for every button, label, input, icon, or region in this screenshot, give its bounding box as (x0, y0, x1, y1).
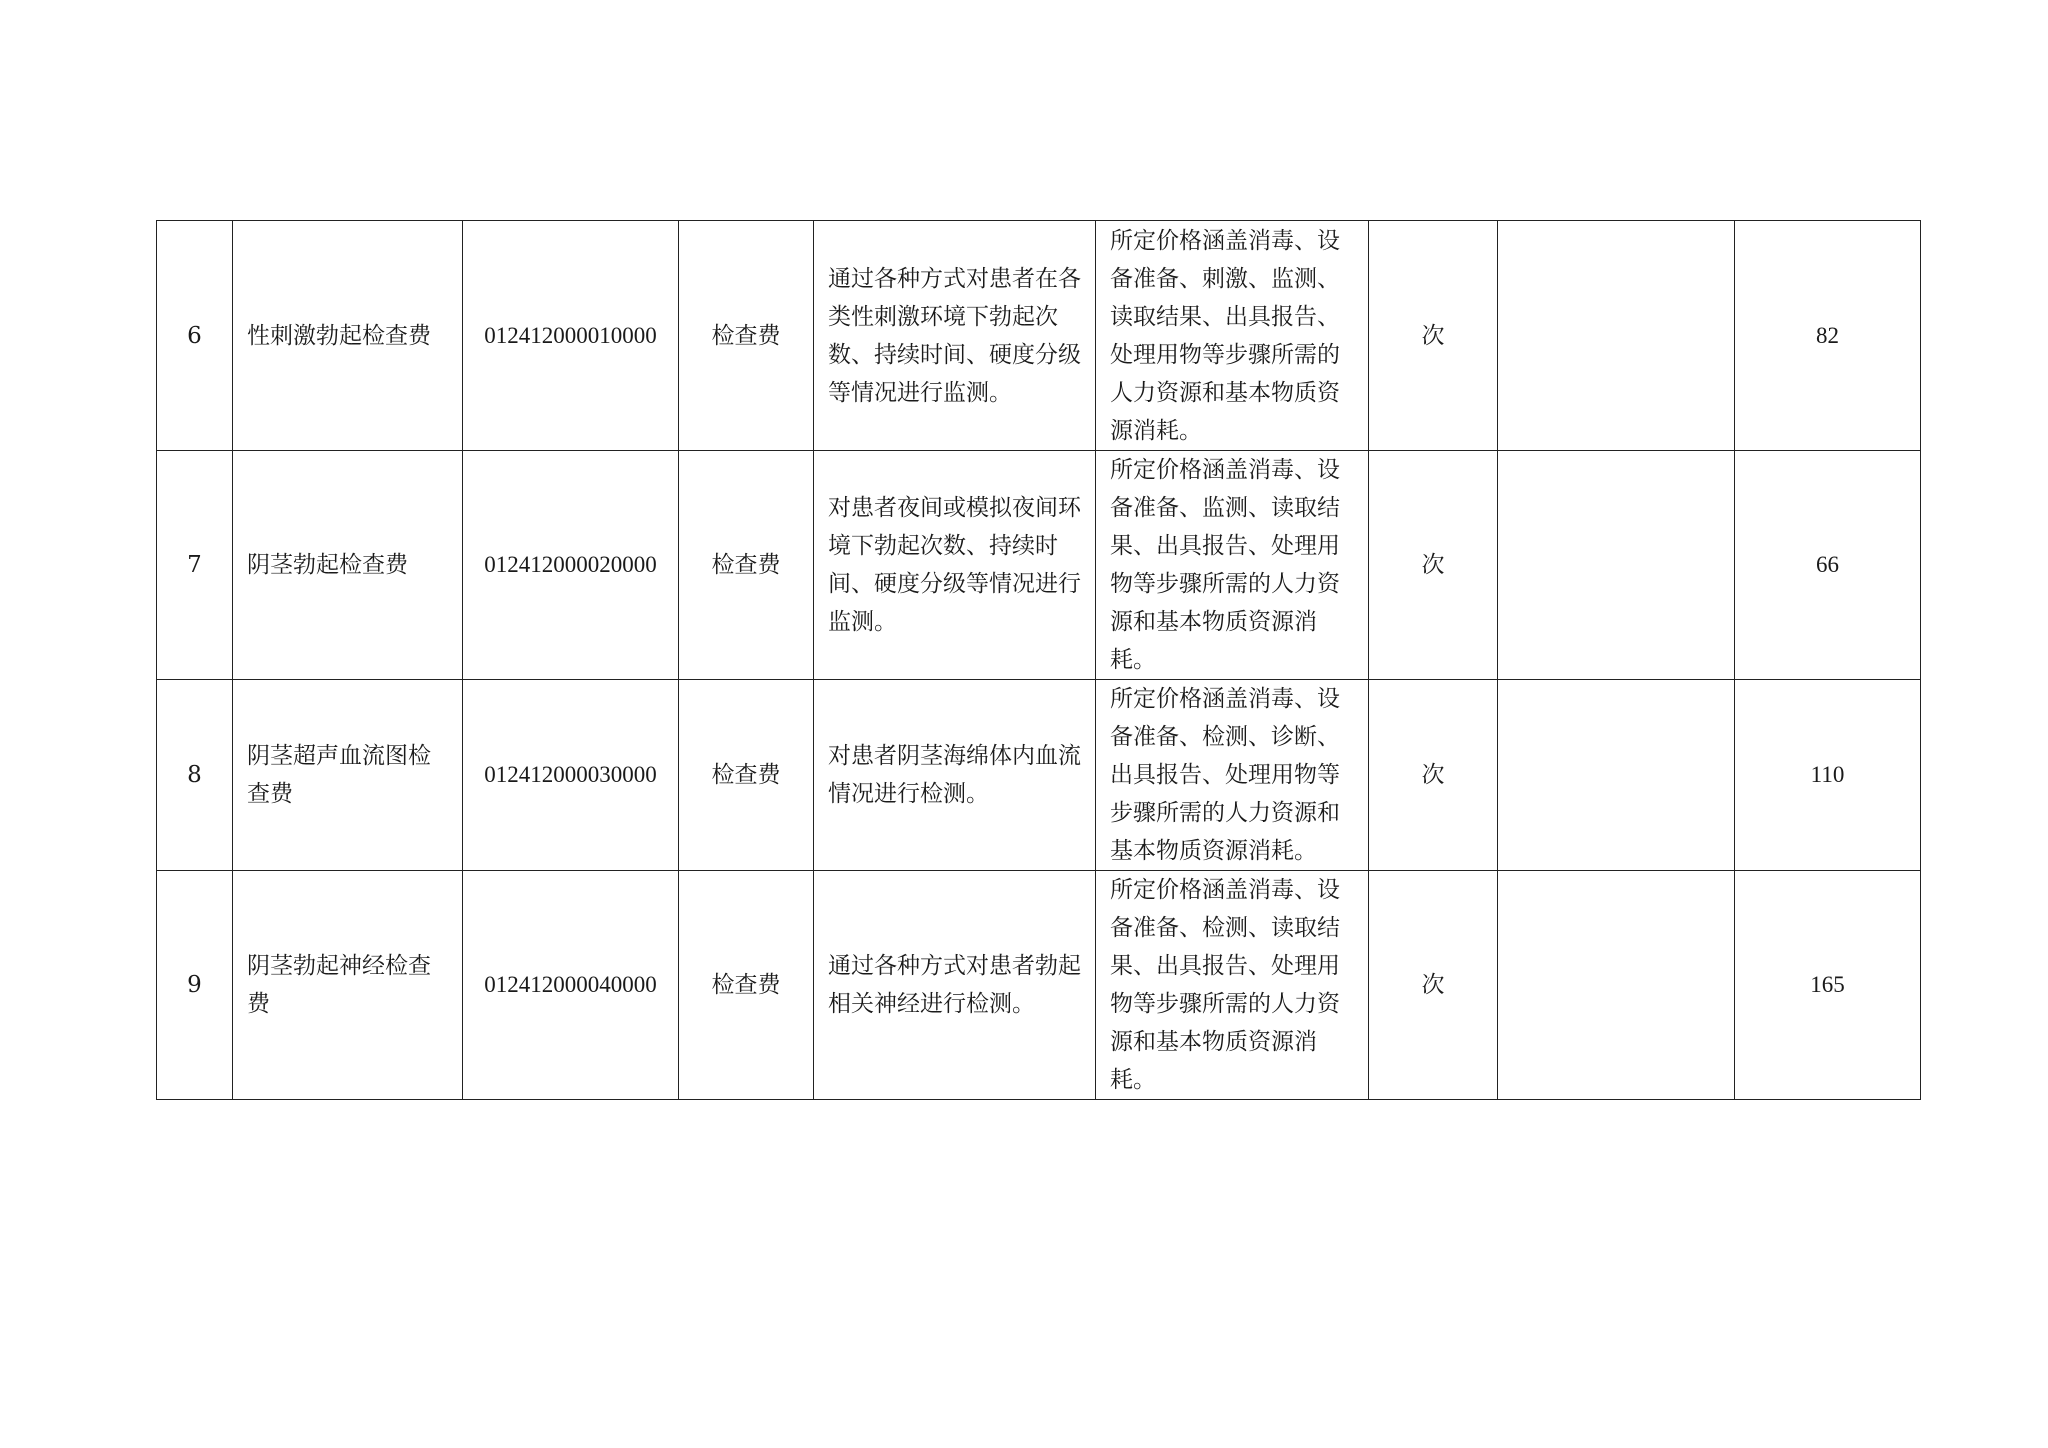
item-category: 检查费 (679, 221, 814, 451)
pricing-table (156, 220, 1921, 1100)
item-description: 对患者夜间或模拟夜间环境下勃起次数、持续时间、硬度分级等情况进行监测。 (814, 451, 1096, 680)
item-code: 012412000030000 (463, 680, 679, 871)
row-number: 7 (157, 451, 233, 680)
price: 82 (1735, 221, 1921, 451)
item-name: 性刺激勃起检查费 (233, 221, 463, 451)
item-category: 检查费 (679, 871, 814, 1100)
table-row (157, 451, 1921, 680)
exclusions (1498, 221, 1735, 451)
exclusions (1498, 871, 1735, 1100)
pricing-unit: 次 (1369, 680, 1498, 871)
item-code: 012412000020000 (463, 451, 679, 680)
row-number: 9 (157, 871, 233, 1100)
item-description: 通过各种方式对患者在各类性刺激环境下勃起次数、持续时间、硬度分级等情况进行监测。 (814, 221, 1096, 451)
item-description: 通过各种方式对患者勃起相关神经进行检测。 (814, 871, 1096, 1100)
price-includes: 所定价格涵盖消毒、设备准备、检测、读取结果、出具报告、处理用物等步骤所需的人力资源和基本物质资源消耗。 (1096, 871, 1369, 1100)
price: 165 (1735, 871, 1921, 1100)
row-number: 8 (157, 680, 233, 871)
item-name: 阴茎勃起神经检查费 (233, 871, 463, 1100)
pricing-unit: 次 (1369, 871, 1498, 1100)
row-number: 6 (157, 221, 233, 451)
item-description: 对患者阴茎海绵体内血流情况进行检测。 (814, 680, 1096, 871)
pricing-unit: 次 (1369, 451, 1498, 680)
price-includes: 所定价格涵盖消毒、设备准备、检测、诊断、出具报告、处理用物等步骤所需的人力资源和基本物质资源消耗。 (1096, 680, 1369, 871)
price: 110 (1735, 680, 1921, 871)
item-code: 012412000040000 (463, 871, 679, 1100)
price-includes: 所定价格涵盖消毒、设备准备、监测、读取结果、出具报告、处理用物等步骤所需的人力资源和基本物质资源消耗。 (1096, 451, 1369, 680)
pricing-unit: 次 (1369, 221, 1498, 451)
item-name: 阴茎勃起检查费 (233, 451, 463, 680)
table-row (157, 221, 1921, 451)
price: 66 (1735, 451, 1921, 680)
price-includes: 所定价格涵盖消毒、设备准备、刺激、监测、读取结果、出具报告、处理用物等步骤所需的人力资源和基本物质资源消耗。 (1096, 221, 1369, 451)
item-category: 检查费 (679, 680, 814, 871)
item-code: 012412000010000 (463, 221, 679, 451)
item-name: 阴茎超声血流图检查费 (233, 680, 463, 871)
table-row (157, 871, 1921, 1100)
item-category: 检查费 (679, 451, 814, 680)
exclusions (1498, 680, 1735, 871)
table-row (157, 680, 1921, 871)
exclusions (1498, 451, 1735, 680)
